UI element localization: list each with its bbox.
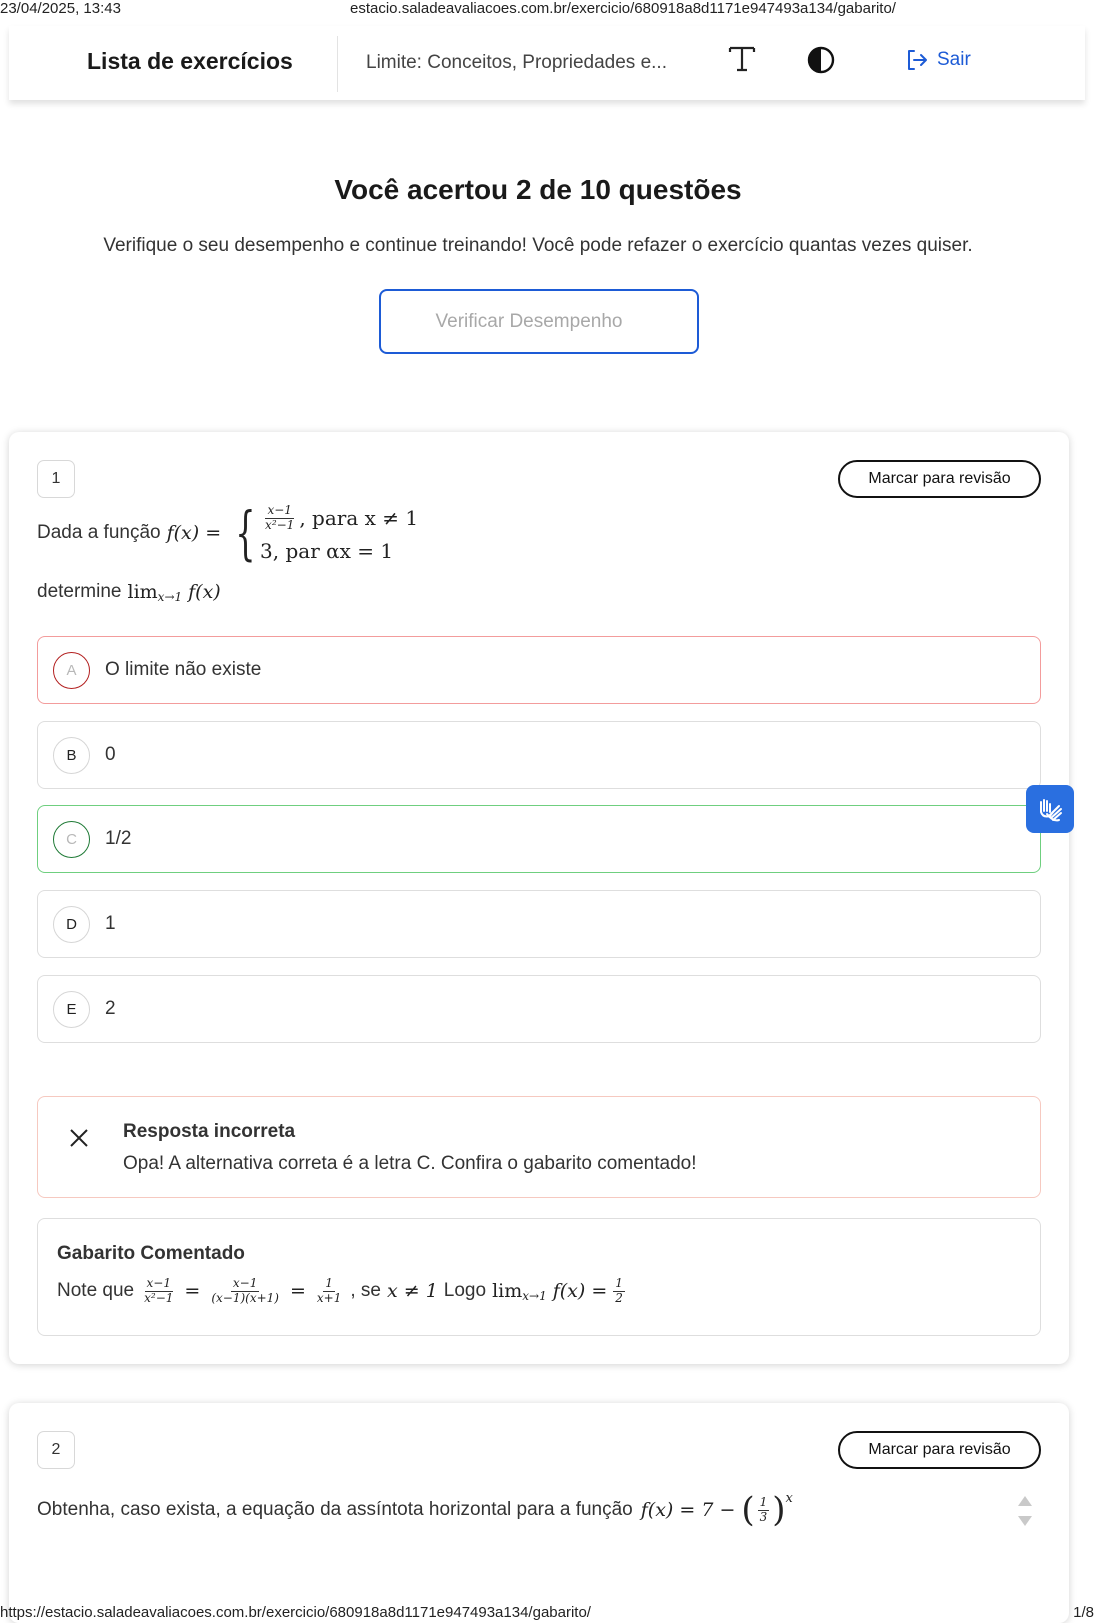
feedback-text: Opa! A alternativa correta é a letra C. Confira o gabarito comentado! <box>123 1153 697 1174</box>
option-text: 2 <box>105 998 116 1019</box>
print-footer <box>0 1604 1094 1622</box>
explanation-result: $\frac{1}{2}$ <box>615 1276 623 1305</box>
scroll-up-icon[interactable] <box>1018 1496 1032 1506</box>
brace-symbol: { <box>235 499 256 568</box>
equals-sign: = <box>184 1280 201 1303</box>
limit-operator: lim <box>127 581 158 603</box>
question-number: 1 <box>37 460 75 498</box>
answer-feedback <box>37 1096 1041 1198</box>
function-def: f(x) = <box>166 522 222 545</box>
top-bar <box>9 26 1085 100</box>
header-divider <box>337 36 338 92</box>
explanation-limit: lim <box>492 1280 523 1303</box>
option-text: 1 <box>105 913 116 934</box>
option-b[interactable] <box>37 721 1041 789</box>
determine-label: determine <box>37 581 122 602</box>
question-card-1 <box>9 432 1069 1364</box>
print-url: estacio.saladeavaliacoes.com.br/exercicio/680918a8d1171e947493a134/gabarito/ <box>350 0 896 17</box>
result-subtitle: Verifique o seu desempenho e continue treinando! Você pode refazer o exercício quantas vezes quiser. <box>103 235 973 256</box>
logout-button[interactable] <box>905 48 971 72</box>
option-text: O limite não existe <box>105 659 262 680</box>
question-card-2 <box>9 1403 1069 1623</box>
base-fraction: $\frac{1}{3}$ <box>759 1494 768 1524</box>
explanation-limit-sub: x→1 <box>522 1289 547 1304</box>
case1-condition: , para x ≠ 1 <box>299 506 419 531</box>
function-def: f(x) = 7 − <box>640 1499 736 1521</box>
case2-expression: 3, par αx = 1 <box>260 538 394 563</box>
mark-review-button[interactable]: Marcar para revisão <box>838 1431 1041 1469</box>
close-icon <box>68 1127 90 1149</box>
right-paren: ) <box>772 1490 786 1530</box>
contrast-icon[interactable] <box>806 45 836 75</box>
app-title: Lista de exercícios <box>87 48 293 74</box>
equals-sign: = <box>289 1280 306 1303</box>
option-letter: A <box>53 652 90 689</box>
scroll-control[interactable] <box>1018 1496 1034 1536</box>
option-letter: E <box>53 991 90 1028</box>
option-a[interactable] <box>37 636 1041 704</box>
question-statement <box>37 499 419 568</box>
statement-prefix: Dada a função <box>37 522 161 544</box>
explanation-function: f(x) = <box>552 1280 608 1303</box>
verify-performance-button[interactable]: Verificar Desempenho <box>379 289 699 354</box>
option-letter: C <box>53 821 90 858</box>
explanation-condition-label: , se <box>350 1280 381 1302</box>
option-text: 1/2 <box>105 828 132 849</box>
sign-language-button[interactable] <box>1026 785 1074 833</box>
scroll-down-icon[interactable] <box>1018 1516 1032 1526</box>
question-determine <box>37 580 221 604</box>
question-statement <box>37 1490 793 1530</box>
explanation-logo: Logo <box>443 1280 487 1302</box>
explanation-body <box>57 1277 628 1306</box>
explanation-condition: x ≠ 1 <box>386 1280 438 1303</box>
statement-text: Obtenha, caso exista, a equação da assíntota horizontal para a função <box>37 1499 633 1520</box>
logout-icon <box>905 48 929 72</box>
option-text: 0 <box>105 744 116 765</box>
explanation-fraction-2: $\frac{x-1}{(x-1)(x+1)}$ <box>211 1276 279 1305</box>
result-title: Você acertou 2 de 10 questões <box>334 174 742 205</box>
print-page-number: 1/8 <box>1073 1604 1094 1621</box>
print-datetime: 23/04/2025, 13:43 <box>0 0 121 17</box>
feedback-title: Resposta incorreta <box>123 1121 296 1142</box>
hands-icon <box>1035 794 1065 824</box>
explanation-title: Gabarito Comentado <box>57 1243 245 1264</box>
answer-explanation <box>37 1218 1041 1336</box>
explanation-fraction-3: $\frac{1}{x+1}$ <box>316 1276 342 1305</box>
option-letter: D <box>53 906 90 943</box>
option-c[interactable] <box>37 805 1041 873</box>
subject-title[interactable]: Limite: Conceitos, Propriedades e... <box>366 52 667 73</box>
case1-fraction: $\frac{x-1}{\text{x²−1}}$ <box>265 503 295 532</box>
explanation-fraction-1: $\frac{x-1}{\text{x²−1}}$ <box>144 1276 174 1305</box>
limit-subscript: x→1 <box>157 590 183 604</box>
print-header <box>0 0 1094 18</box>
font-size-icon[interactable] <box>727 44 757 74</box>
logout-label: Sair <box>937 49 971 70</box>
option-d[interactable] <box>37 890 1041 958</box>
exponent: x <box>785 1490 793 1506</box>
explanation-note: Note que <box>57 1280 135 1302</box>
option-letter: B <box>53 737 90 774</box>
left-paren: ( <box>741 1490 755 1530</box>
option-e[interactable] <box>37 975 1041 1043</box>
print-footer-url: https://estacio.saladeavaliacoes.com.br/exercicio/680918a8d1171e947493a134/gabarito/ <box>0 1604 591 1621</box>
question-number: 2 <box>37 1431 75 1469</box>
limit-function: f(x) <box>188 581 221 603</box>
piecewise-cases <box>227 499 419 568</box>
mark-review-button[interactable]: Marcar para revisão <box>838 460 1041 498</box>
